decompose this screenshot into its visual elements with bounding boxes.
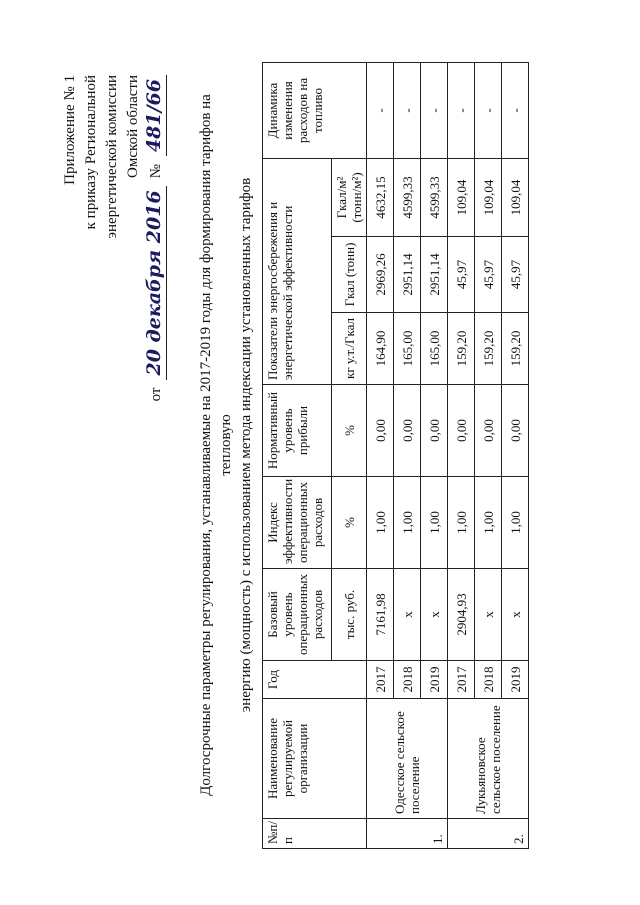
org-name: Лукьяновское сельское поселение	[448, 699, 529, 819]
number-label: №	[148, 164, 164, 179]
cell-fuel: 159,20	[448, 313, 475, 385]
cell-index: 1,00	[394, 477, 421, 569]
cell-year: 2017	[367, 661, 394, 699]
cell-loss-m2: 109,04	[448, 159, 475, 237]
header-energy: Показатели энергосбережения и энергетической эффективности	[263, 159, 332, 385]
cell-index: 1,00	[421, 477, 448, 569]
cell-dynamics: -	[367, 63, 394, 159]
cell-dynamics: -	[394, 63, 421, 159]
cell-fuel: 164,90	[367, 313, 394, 385]
unit-index: %	[332, 477, 367, 569]
appendix-line-2: к приказу Региональной	[83, 75, 99, 230]
row-num: 1.	[367, 819, 448, 849]
header-index: Индекс эффективности операционных расходов	[263, 477, 332, 569]
header-dynamics: Динамика изменения расходов на топливо	[263, 63, 367, 159]
appendix-line-3: энергетической комиссии	[104, 75, 120, 239]
cell-year: 2017	[448, 661, 475, 699]
header-profit: Нормативный уровень прибыли	[263, 385, 332, 477]
cell-base: 2904,93	[448, 569, 475, 661]
cell-loss-m2: 109,04	[502, 159, 529, 237]
unit-loss: Гкал (тонн)	[332, 237, 367, 313]
table-row	[367, 63, 394, 849]
cell-dynamics: -	[502, 63, 529, 159]
cell-index: 1,00	[367, 477, 394, 569]
cell-loss-m2: 109,04	[475, 159, 502, 237]
order-date-line	[144, 75, 167, 455]
cell-loss: 2951,14	[421, 237, 448, 313]
cell-fuel: 159,20	[502, 313, 529, 385]
title-line-2: энергию (мощность) с использованием метода индексации установленных тарифов	[238, 177, 254, 713]
cell-index: 1,00	[448, 477, 475, 569]
cell-loss: 2951,14	[394, 237, 421, 313]
row-num: 2.	[448, 819, 529, 849]
appendix-block	[60, 75, 167, 455]
cell-year: 2018	[475, 661, 502, 699]
org-name: Одесское сельское поселение	[367, 699, 448, 819]
cell-loss: 45,97	[502, 237, 529, 313]
cell-loss: 2969,26	[367, 237, 394, 313]
cell-index: 1,00	[475, 477, 502, 569]
header-org: Наименование регулируемой организации	[263, 699, 367, 819]
cell-fuel: 165,00	[421, 313, 448, 385]
cell-base: 7161,98	[367, 569, 394, 661]
unit-fuel: кг у.т./Гкал	[332, 313, 367, 385]
parameters-table	[262, 62, 529, 849]
cell-dynamics: -	[448, 63, 475, 159]
cell-base: х	[421, 569, 448, 661]
cell-profit: 0,00	[367, 385, 394, 477]
cell-loss: 45,97	[475, 237, 502, 313]
header-year: Год	[263, 661, 367, 699]
header-num: №п/п	[263, 819, 367, 849]
cell-base: х	[394, 569, 421, 661]
appendix-line-1: Приложение № 1	[62, 75, 78, 185]
appendix-line-4: Омской области	[125, 75, 141, 178]
cell-year: 2019	[421, 661, 448, 699]
header-row	[263, 63, 332, 849]
cell-fuel: 159,20	[475, 313, 502, 385]
cell-year: 2019	[502, 661, 529, 699]
cell-dynamics: -	[421, 63, 448, 159]
cell-profit: 0,00	[475, 385, 502, 477]
unit-profit: %	[332, 385, 367, 477]
unit-loss-m2: Гкал/м² (тонн/м²)	[332, 159, 367, 237]
cell-year: 2018	[394, 661, 421, 699]
cell-profit: 0,00	[421, 385, 448, 477]
from-label: от	[148, 387, 164, 402]
handwritten-date: 20 декабря 2016	[144, 186, 167, 379]
handwritten-number: 481/66	[144, 75, 167, 156]
cell-base: х	[475, 569, 502, 661]
unit-base: тыс. руб.	[332, 569, 367, 661]
cell-profit: 0,00	[394, 385, 421, 477]
cell-fuel: 165,00	[394, 313, 421, 385]
cell-profit: 0,00	[502, 385, 529, 477]
table-row	[448, 63, 475, 849]
cell-loss-m2: 4599,33	[421, 159, 448, 237]
header-base: Базовый уровень операционных расходов	[263, 569, 332, 661]
cell-profit: 0,00	[448, 385, 475, 477]
title-line-1: Долгосрочные параметры регулирования, устанавливаемые на 2017-2019 годы для формирования тарифов на тепловую	[198, 94, 234, 796]
cell-dynamics: -	[475, 63, 502, 159]
cell-loss: 45,97	[448, 237, 475, 313]
cell-loss-m2: 4632,15	[367, 159, 394, 237]
document-title	[196, 65, 256, 825]
cell-loss-m2: 4599,33	[394, 159, 421, 237]
cell-base: х	[502, 569, 529, 661]
cell-index: 1,00	[502, 477, 529, 569]
